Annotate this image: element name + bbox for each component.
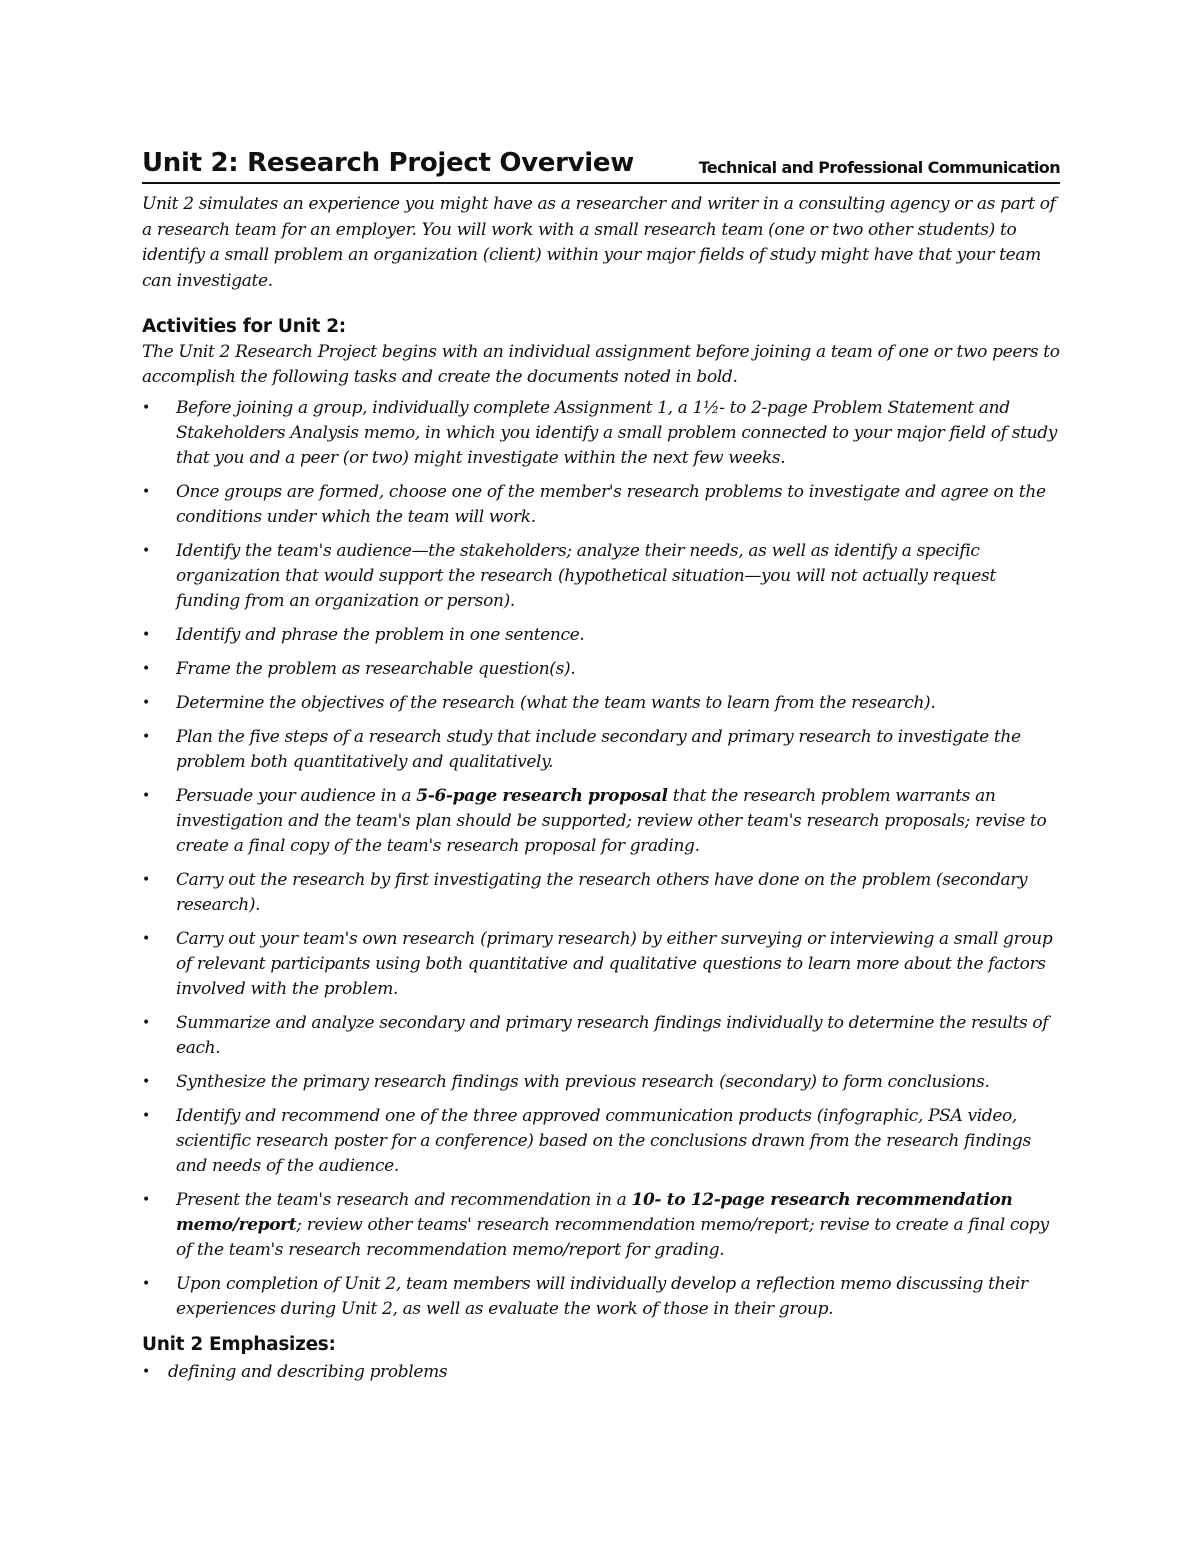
activities-list bbox=[142, 396, 1060, 1322]
list-item: • defining and describing problems bbox=[142, 1360, 1060, 1385]
bullet-icon: • bbox=[142, 1192, 150, 1208]
list-item: • Identify the team's audience—the stakeholders; analyze their needs, as well as identify a specific organization that would support the research (hypothetical situation—you will not actually request funding from an organization or person). bbox=[142, 541, 996, 611]
list-item: • Summarize and analyze secondary and primary research findings individually to determine the results of each. bbox=[142, 1013, 1049, 1058]
bullet-icon: • bbox=[142, 931, 150, 947]
bullet-icon: • bbox=[142, 484, 150, 500]
list-item: • Carry out the research by first investigating the research others have done on the problem (secondary research). bbox=[142, 870, 1028, 915]
list-item: • Identify and recommend one of the three approved communication products (infographic, PSA video, scientific research poster for a conference) based on the conclusions drawn from the research findings and needs of the audience. bbox=[142, 1106, 1031, 1176]
bullet-icon: • bbox=[142, 695, 150, 711]
bullet-icon: • bbox=[142, 543, 150, 559]
activities-heading: Activities for Unit 2: bbox=[142, 316, 346, 337]
list-item: • Once groups are formed, choose one of the member's research problems to investigate and agree on the conditions under which the team will work. bbox=[142, 482, 1046, 527]
emphasizes-heading: Unit 2 Emphasizes: bbox=[142, 1334, 336, 1355]
list-item: • Frame the problem as researchable question(s). bbox=[142, 657, 1060, 682]
bullet-icon: • bbox=[142, 1108, 150, 1124]
research-proposal-emphasis: 5-6-page research proposal bbox=[416, 786, 668, 806]
list-item: • Upon completion of Unit 2, team members will individually develop a reflection memo discussing their experiences during Unit 2, as well as evaluate the work of those in their group. bbox=[142, 1274, 1028, 1319]
activities-lead: The Unit 2 Research Project begins with an individual assignment before joining a team of one or two peers to accomplish the following tasks and create the documents noted in bold. bbox=[142, 342, 1060, 387]
bullet-icon: • bbox=[142, 872, 150, 888]
emphasizes-list bbox=[142, 1360, 1060, 1385]
list-item: • Present the team's research and recommendation in a 10- to 12-page research recommendation memo/report; review other teams' research recommendation memo/report; revise to create a final copy of the team's research recommendation memo/report for grading. bbox=[142, 1190, 1049, 1260]
bullet-icon: • bbox=[142, 627, 150, 643]
list-item: • Synthesize the primary research findings with previous research (secondary) to form conclusions. bbox=[142, 1070, 1060, 1095]
list-item: • Before joining a group, individually complete Assignment 1, a 1½- to 2-page Problem Statement and Stakeholders Analysis memo, in which you identify a small problem connected to your major field of study that you and a peer (or two) might investigate within the next few weeks. bbox=[142, 398, 1057, 468]
bullet-icon: • bbox=[142, 1074, 150, 1090]
list-item: • Carry out your team's own research (primary research) by either surveying or interviewing a small group of relevant participants using both quantitative and qualitative questions to learn more about the factors involved with the problem. bbox=[142, 929, 1053, 999]
bullet-icon: • bbox=[142, 788, 150, 804]
bullet-icon: • bbox=[142, 661, 150, 677]
bullet-icon: • bbox=[142, 1276, 150, 1292]
list-item: • Plan the five steps of a research study that include secondary and primary research to investigate the problem both quantitatively and qualitatively. bbox=[142, 727, 1021, 772]
course-name: Technical and Professional Communication bbox=[698, 158, 1060, 177]
bullet-icon: • bbox=[142, 400, 150, 416]
bullet-icon: • bbox=[142, 1364, 150, 1380]
intro-paragraph: Unit 2 simulates an experience you might have as a researcher and writer in a consulting agency or as part of a research team for an employer. You will work with a small research team (one or two other students) to identify a small problem an organization (client) within your major fields of study might have that your team can investigate. bbox=[142, 194, 1056, 291]
recommendation-report-emphasis: 10- to 12-page research recommendation memo/report bbox=[176, 1190, 1013, 1235]
list-item: • Identify and phrase the problem in one sentence. bbox=[142, 623, 1060, 648]
list-item: • Persuade your audience in a 5-6-page research proposal that the research problem warrants an investigation and the team's plan should be supported; review other team's research proposals; revise to create a final copy of the team's research proposal for grading. bbox=[142, 786, 1047, 856]
page-header bbox=[142, 140, 1060, 184]
bullet-icon: • bbox=[142, 729, 150, 745]
document-page bbox=[142, 140, 1060, 1385]
page-title: Unit 2: Research Project Overview bbox=[142, 148, 634, 178]
list-item: • Determine the objectives of the research (what the team wants to learn from the research). bbox=[142, 691, 1060, 716]
bullet-icon: • bbox=[142, 1015, 150, 1031]
